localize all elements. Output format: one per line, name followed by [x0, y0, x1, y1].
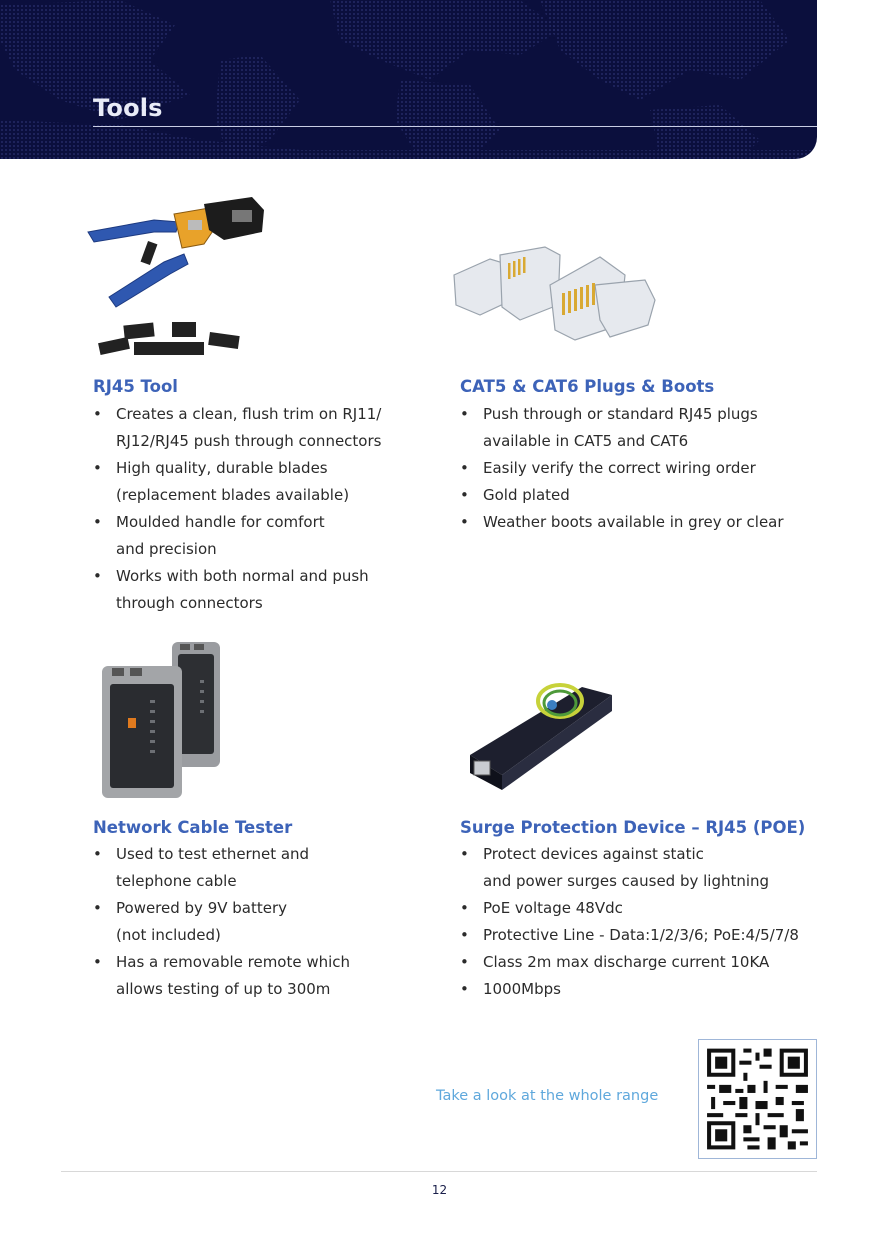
list-item: • Moulded handle for comfort: [93, 509, 381, 536]
list-item-continued: (not included): [116, 926, 221, 944]
list-item: • 1000Mbps: [460, 976, 799, 1003]
surge-protector-title: Surge Protection Device – RJ45 (POE): [460, 818, 806, 837]
list-item: • Protective Line - Data:1/2/3/6; PoE:4/5/7/8: [460, 922, 799, 949]
surge-protector-feature-list: [460, 841, 799, 1003]
list-item-continued: allows testing of up to 300m: [116, 980, 331, 998]
list-item: • Has a removable remote which: [93, 949, 350, 976]
list-item-continued: and power surges caused by lightning: [483, 872, 770, 890]
list-item: • Weather boots available in grey or clear: [460, 509, 784, 536]
list-item: • Creates a clean, flush trim on RJ11/: [93, 401, 381, 428]
list-item-continued: and precision: [116, 540, 217, 558]
list-item: • Used to test ethernet and: [93, 841, 350, 868]
list-item: • Push through or standard RJ45 plugs: [460, 401, 784, 428]
list-item-continued: through connectors: [116, 594, 263, 612]
header-banner: [0, 0, 817, 159]
footer-divider: [61, 1171, 817, 1172]
surge-protector-image: [462, 665, 622, 795]
cat-plugs-feature-list: [460, 401, 784, 536]
list-item: • Works with both normal and push: [93, 563, 381, 590]
title-underline: [93, 126, 817, 127]
list-item-continued: telephone cable: [116, 872, 237, 890]
page-title: Tools: [93, 94, 163, 122]
list-item: • Gold plated: [460, 482, 784, 509]
list-item: • Powered by 9V battery: [93, 895, 350, 922]
list-item: • PoE voltage 48Vdc: [460, 895, 799, 922]
rj45-tool-feature-list: [93, 401, 381, 617]
list-item: • Easily verify the correct wiring order: [460, 455, 784, 482]
cat-plugs-title: CAT5 & CAT6 Plugs & Boots: [460, 377, 715, 396]
world-map-dots-graphic: [0, 0, 817, 159]
view-range-link[interactable]: Take a look at the whole range: [436, 1088, 659, 1104]
rj45-crimp-tool-image: [84, 192, 269, 362]
list-item: • High quality, durable blades: [93, 455, 381, 482]
list-item: • Protect devices against static: [460, 841, 799, 868]
rj45-plugs-image: [450, 245, 660, 350]
list-item-continued: (replacement blades available): [116, 486, 350, 504]
qr-code-icon: [699, 1040, 816, 1158]
cable-tester-image: [100, 640, 225, 800]
list-item: • Class 2m max discharge current 10KA: [460, 949, 799, 976]
list-item-continued: available in CAT5 and CAT6: [483, 432, 689, 450]
rj45-tool-title: RJ45 Tool: [93, 377, 178, 396]
list-item-continued: RJ12/RJ45 push through connectors: [116, 432, 382, 450]
qr-code[interactable]: [698, 1039, 817, 1159]
cable-tester-feature-list: [93, 841, 350, 1003]
cable-tester-title: Network Cable Tester: [93, 818, 293, 837]
page-number: 12: [431, 1183, 448, 1197]
